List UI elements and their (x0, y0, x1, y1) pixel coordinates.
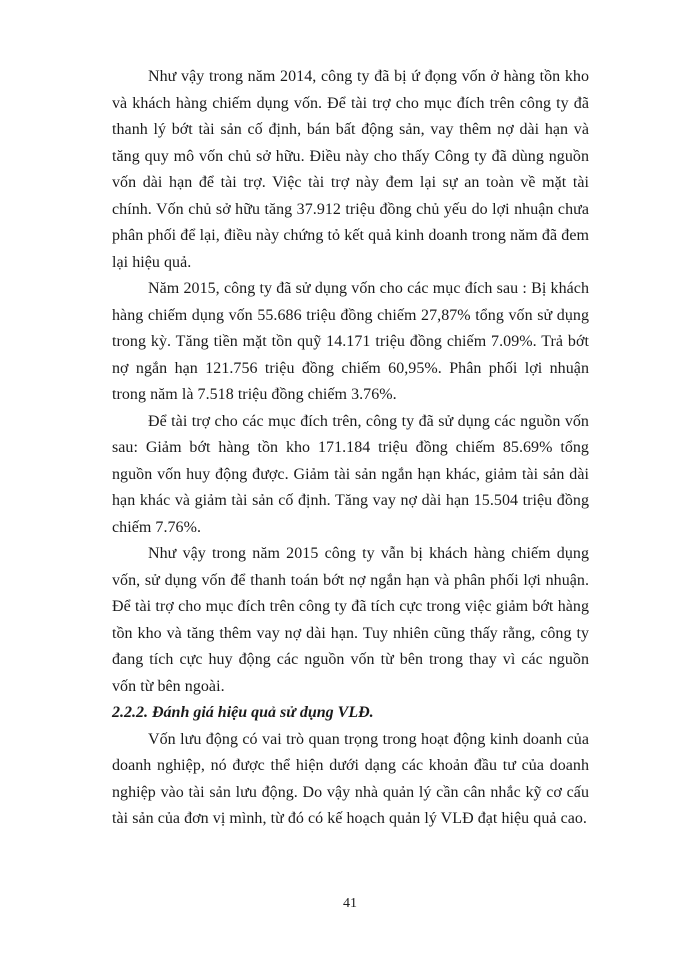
paragraph-2015-summary: Như vậy trong năm 2015 công ty vẫn bị khách hàng chiếm dụng vốn, sử dụng vốn để thanh toán bớt nợ ngắn hạn và phân phối lợi nhuận. Để tài trợ cho mục đích trên công ty đã tích cực trong việc giảm bớt hàng tồn kho và tăng thêm vay nợ dài hạn. Tuy nhiên cũng thấy rằng, công ty đang tích cực huy động các nguồn vốn từ bên trong thay vì các nguồn vốn từ bên ngoài. (112, 545, 589, 695)
paragraph-2014-summary: Như vậy trong năm 2014, công ty đã bị ứ đọng vốn ở hàng tồn kho và khách hàng chiếm dụng vốn. Để tài trợ cho mục đích trên công ty đã thanh lý bớt tài sản cố định, bán bất động sản, vay thêm nợ dài hạn và tăng quy mô vốn chủ sở hữu. Điều này cho thấy Công ty đã dùng nguồn vốn dài hạn để tài trợ. Việc tài trợ này đem lại sự an toàn về mặt tài chính. Vốn chủ sở hữu tăng 37.912 triệu đồng chủ yếu do lợi nhuận chưa phân phối để lại, điều này chứng tỏ kết quả kinh doanh trong năm đã đem lại hiệu quả. (112, 68, 589, 271)
page-number: 41 (343, 896, 357, 911)
section-heading: 2.2.2. Đánh giá hiệu quả sử dụng VLĐ. (112, 704, 374, 721)
paragraph-2015-funding-sources: Để tài trợ cho các mục đích trên, công ty đã sử dụng các nguồn vốn sau: Giảm bớt hàng tồn kho 171.184 triệu đồng chiếm 85.69% tổng nguồn vốn huy động được. Giảm tài sản ngắn hạn khác, giảm tài sản dài hạn khác và giảm tài sản cố định. Tăng vay nợ dài hạn 15.504 triệu đồng chiếm 7.76%. (112, 412, 589, 536)
paragraph-working-capital: Vốn lưu động có vai trò quan trọng trong hoạt động kinh doanh của doanh nghiệp, nó được thể hiện dưới dạng các khoản đầu tư của doanh nghiệp vào tài sản lưu động. Do vậy nhà quản lý cần cân nhắc kỹ cơ cấu tài sản của đơn vị mình, từ đó có kế hoạch quản lý VLĐ đạt hiệu quả cao. (112, 730, 589, 827)
paragraph-2015-capital-use: Năm 2015, công ty đã sử dụng vốn cho các mục đích sau : Bị khách hàng chiếm dụng vốn 55.686 triệu đồng chiếm 27,87% tổng vốn sử dụng trong kỳ. Tăng tiền mặt tồn quỹ 14.171 triệu đồng chiếm 7.09%. Trả bớt nợ ngắn hạn 121.756 triệu đồng chiếm 60,95%. Phân phối lợi nhuận trong năm là 7.518 triệu đồng chiếm 3.76%. (112, 280, 589, 403)
page-body (112, 64, 589, 833)
